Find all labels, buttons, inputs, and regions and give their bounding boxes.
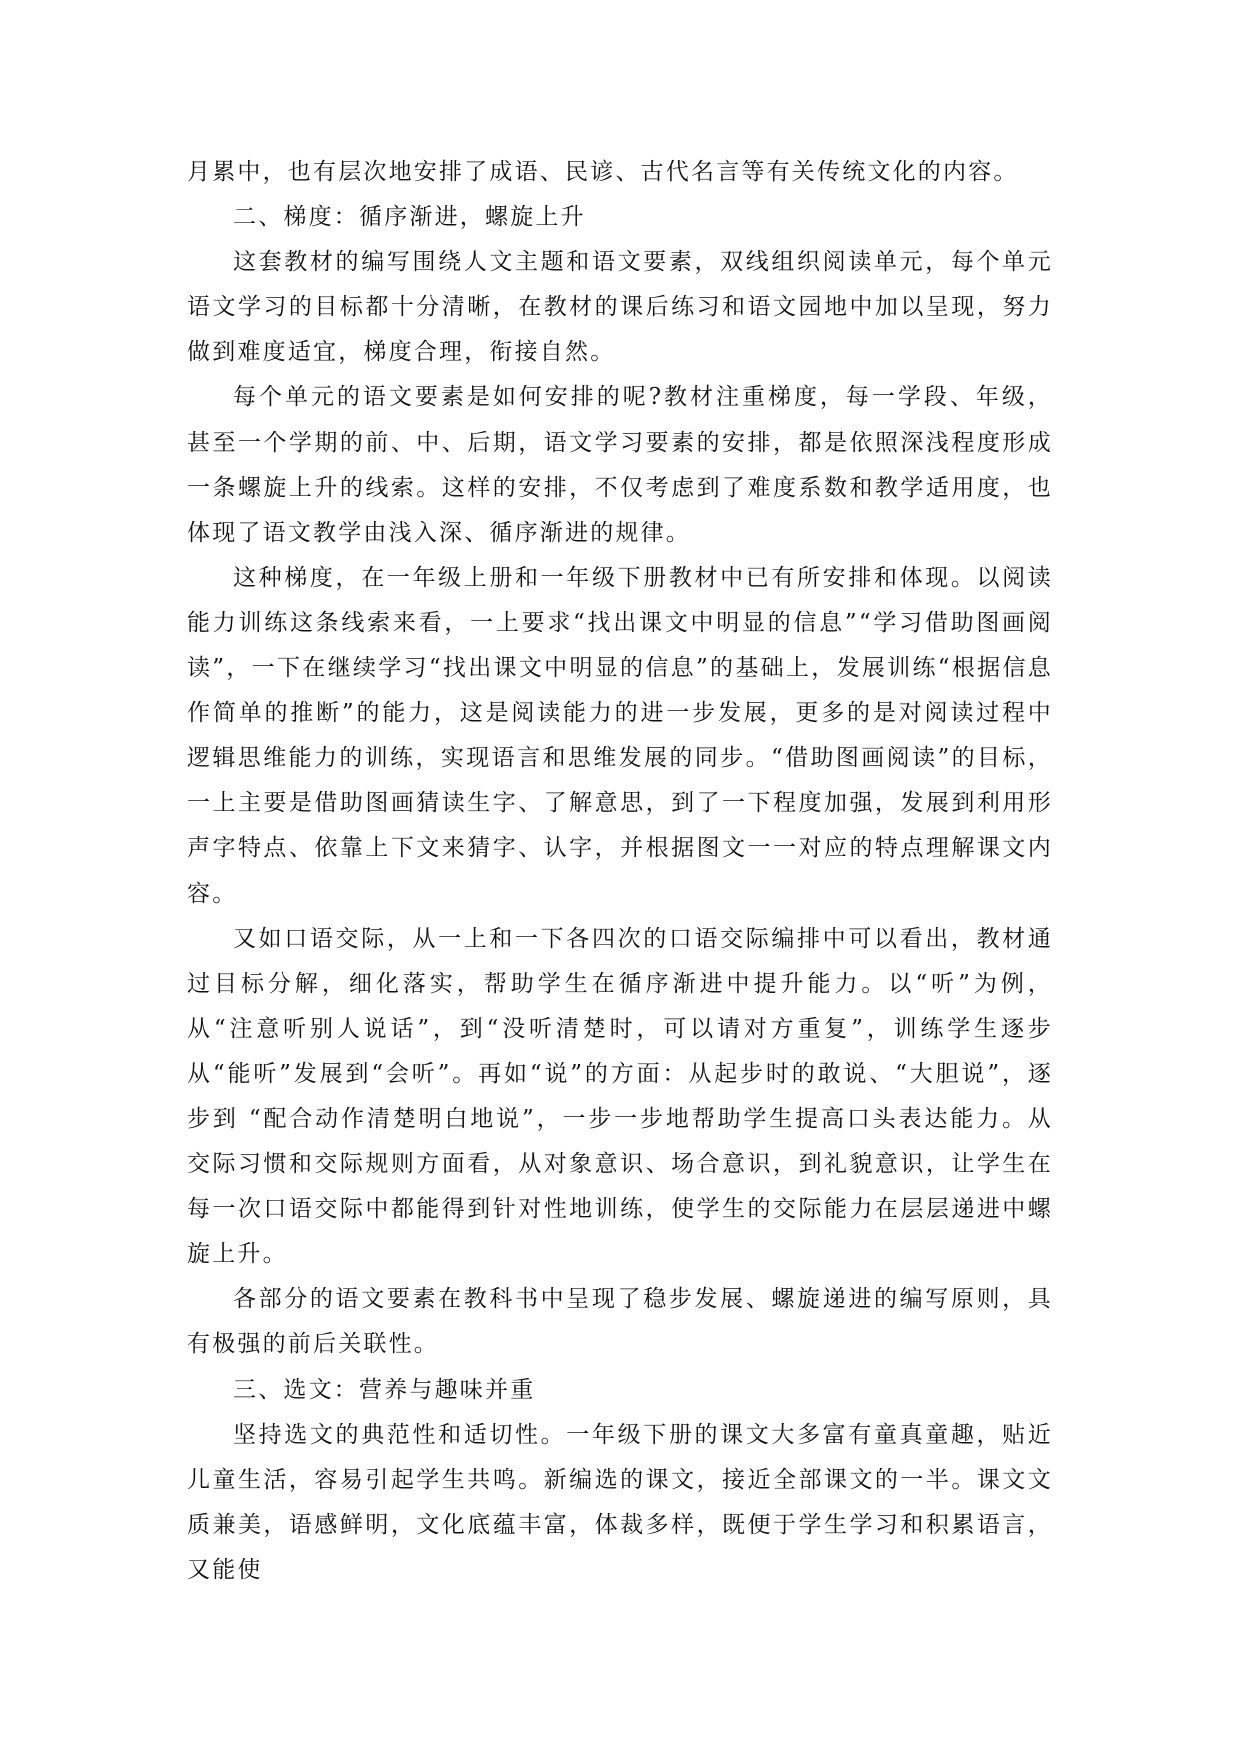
paragraph: 每个单元的语文要素是如何安排的呢?教材注重梯度，每一学段、年级，甚至一个学期的前、中、后期，语文学习要素的安排，都是依照深浅程度形成一条螺旋上升的线索。这样的安排，不仅考虑到了难度系数和教学适用度，也体现了语文教学由浅入深、循序渐进的规律。 xyxy=(187,384,1053,546)
paragraph-continuation: 月累中，也有层次地安排了成语、民谚、古代名言等有关传统文化的内容。 xyxy=(187,159,1019,185)
paragraph: 各部分的语文要素在教科书中呈现了稳步发展、螺旋递进的编写原则，具有极强的前后关联性。 xyxy=(187,1286,1053,1358)
section-heading-gradient: 二、梯度：循序渐进，螺旋上升 xyxy=(233,204,586,231)
paragraph: 坚持选文的典范性和适切性。一年级下册的课文大多富有童真童趣，贴近儿童生活，容易引起学生共鸣。新编选的课文，接近全部课文的一半。课文文质兼美，语感鲜明，文化底蕴丰富，体裁多样，既便于学生学习和积累语言，又能使 xyxy=(187,1421,1053,1583)
section-heading-selection: 三、选文：营养与趣味并重 xyxy=(233,1376,536,1403)
paragraph: 这种梯度，在一年级上册和一年级下册教材中已有所安排和体现。以阅读能力训练这条线索来看，一上要求“找出课文中明显的信息”“学习借助图画阅读”，一下在继续学习“找出课文中明显的信息”的基础上，发展训练“根据信息作简单的推断”的能力，这是阅读能力的进一步发展，更多的是对阅读过程中逻辑思维能力的训练，实现语言和思维发展的同步。“借助图画阅读”的目标，一上主要是借助图画猜读生字、了解意思，到了一下程度加强，发展到利用形声字特点、依靠上下文来猜字、认字，并根据图文一一对应的特点理解课文内容。 xyxy=(187,564,1053,907)
paragraph: 又如口语交际，从一上和一下各四次的口语交际编排中可以看出，教材通过目标分解，细化落实，帮助学生在循序渐进中提升能力。以“听”为例，从“注意听别人说话”，到“没听清楚时，可以请对方重复”，训练学生逐步从“能听”发展到“会听”。再如“说”的方面：从起步时的敢说、“大胆说”，逐步到 “配合动作清楚明白地说”，一步一步地帮助学生提高口头表达能力。从交际习惯和交际规则方面看，从对象意识、场合意识，到礼貌意识，让学生在每一次口语交际中都能得到针对性地训练，使学生的交际能力在层层递进中螺旋上升。 xyxy=(187,925,1053,1268)
document-body xyxy=(187,150,1053,1593)
paragraph: 这套教材的编写围绕人文主题和语文要素，双线组织阅读单元，每个单元语文学习的目标都十分清晰，在教材的课后练习和语文园地中加以呈现，努力做到难度适宜，梯度合理，衔接自然。 xyxy=(187,249,1053,366)
